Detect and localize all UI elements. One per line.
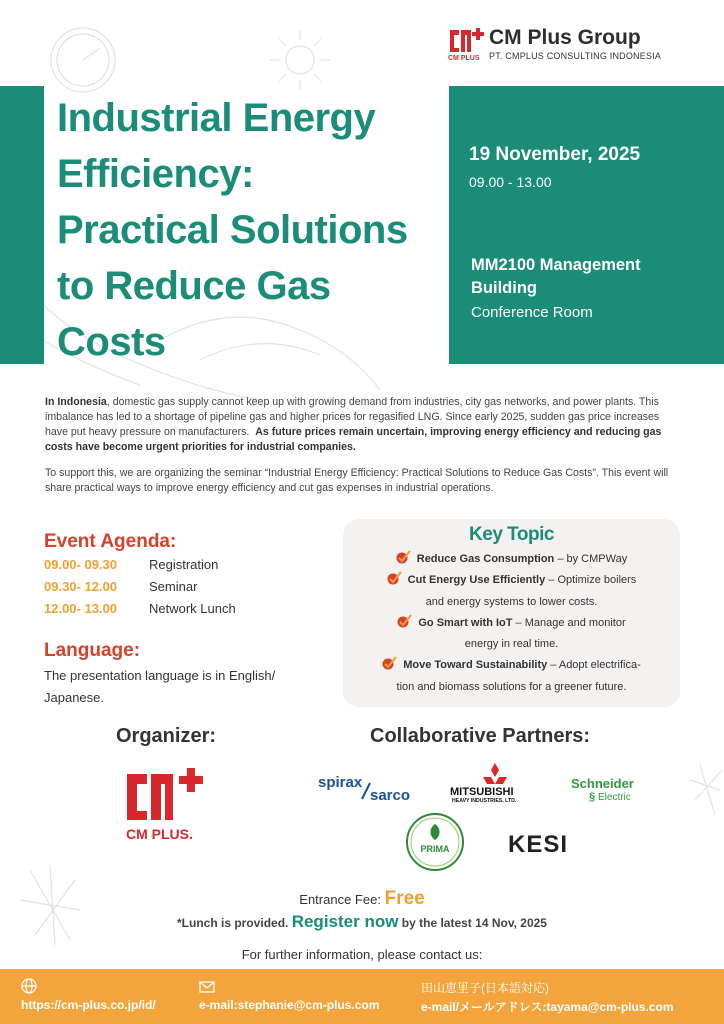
agenda-time: 09.00- 09.30 <box>44 557 118 572</box>
key-topic-item <box>343 613 680 634</box>
key-topic-heading: Go Smart with IoT <box>418 616 513 629</box>
cm-plus-logo-mark <box>447 26 487 62</box>
prima-logo <box>405 812 465 872</box>
agenda-item <box>44 557 304 579</box>
key-topic-list <box>343 549 680 698</box>
lunch-register-line <box>0 912 724 932</box>
key-topic-text: tion and biomass solutions for a greener future. <box>396 680 627 693</box>
sarco-text: sarco <box>370 787 411 803</box>
email-link-stephanie[interactable]: e-mail:stephanie@cm-plus.com <box>199 998 380 1012</box>
intro-emphasis: As future prices remain uncertain, improving energy efficiency and reducing gas costs have become urgent priorities for industrial companies. <box>45 426 662 453</box>
prima-text: PRIMA <box>420 844 450 854</box>
intro-body: , domestic gas supply cannot keep up with growing demand from industries, city gas networks, and power plants. This imbalance has led to a shortage of pipeline gas and higher prices for regasified LNG. Since early 2025, sudden gas price increases have put heavy pressure on manufacturers. <box>45 396 660 438</box>
title-line: Costs <box>57 320 166 364</box>
spirax-text: spirax <box>318 774 363 791</box>
agenda-title: Event Agenda: <box>44 531 177 552</box>
entrance-fee <box>0 888 724 910</box>
title-line: Industrial Energy <box>57 96 376 140</box>
contact-name-japanese: 田山恵里子(日本語対応) <box>421 981 549 995</box>
organizer-logo-text: CM PLUS. <box>126 826 193 842</box>
intro-lead: In Indonesia <box>45 396 107 408</box>
left-accent-bar <box>0 86 44 364</box>
fee-value: Free <box>384 888 425 909</box>
svg-text:§: § <box>589 791 596 802</box>
event-date: 19 November, 2025 <box>469 144 641 165</box>
further-info-text: For further information, please contact us: <box>241 947 483 962</box>
register-deadline: by the latest 14 Nov, 2025 <box>398 916 547 930</box>
title-line: to Reduce Gas <box>57 264 331 308</box>
register-now-link[interactable]: Register now <box>291 912 399 931</box>
contact-footer <box>0 969 724 1024</box>
agenda-time: 09.30- 12.00 <box>44 579 118 594</box>
mail-icon <box>199 979 215 995</box>
event-room: Conference Room <box>471 304 593 321</box>
key-topic-text: and energy systems to lower costs. <box>425 595 598 608</box>
mitsubishi-subtext: HEAVY INDUSTRIES, LTD. <box>452 798 517 803</box>
agenda-time: 12.00- 13.00 <box>44 601 118 616</box>
check-icon <box>396 550 411 564</box>
agenda-activity: Seminar <box>149 579 198 594</box>
schneider-text: Schneider <box>571 776 634 791</box>
agenda-item <box>44 601 304 623</box>
agenda-item <box>44 579 304 601</box>
language-title: Language: <box>44 640 141 661</box>
key-topic-text: – Adopt electrifica- <box>547 659 641 672</box>
intro-paragraph <box>45 395 683 455</box>
key-topic-item <box>343 592 680 613</box>
email-link-tayama[interactable]: e-mail/メールアドレス:tayama@cm-plus.com <box>421 1000 674 1014</box>
key-topic-text: energy in real time. <box>464 638 559 651</box>
title-line: Efficiency: <box>57 152 254 196</box>
key-topic-item <box>343 570 680 591</box>
key-topic-item <box>343 549 680 570</box>
cm-plus-organizer-logo <box>125 766 215 846</box>
globe-icon <box>21 978 37 994</box>
key-topic-heading: Move Toward Sustainability <box>403 659 548 672</box>
page-title <box>57 90 449 370</box>
organizer-title: Organizer: <box>116 725 217 747</box>
event-info-panel <box>449 86 724 364</box>
key-topic-heading: Reduce Gas Consumption <box>416 553 555 565</box>
website-link[interactable]: https://cm-plus.co.jp/id/ <box>21 998 156 1012</box>
schneider-electric-logo <box>570 776 650 802</box>
check-icon <box>397 614 412 628</box>
header-logo <box>447 26 697 66</box>
agenda-list <box>44 557 304 623</box>
key-topic-item <box>343 634 680 655</box>
fee-label: Entrance Fee: <box>299 892 385 907</box>
key-topic-box <box>343 519 680 707</box>
brand-name: CM Plus Group <box>489 26 641 49</box>
logo-mark-text: CM PLUS <box>448 55 480 62</box>
brand-subtitle: PT. CMPLUS CONSULTING INDONESIA <box>489 51 662 61</box>
key-topic-item <box>343 677 680 698</box>
kesi-text: KESI <box>508 831 569 856</box>
lunch-note: *Lunch is provided. <box>177 916 292 930</box>
kesi-logo <box>508 830 576 856</box>
spirax-sarco-logo <box>318 773 423 803</box>
event-venue: MM2100 Management Building <box>471 256 641 297</box>
event-time: 09.00 - 13.00 <box>469 174 552 190</box>
partners-title: Collaborative Partners: <box>370 725 591 747</box>
electric-text: Electric <box>598 792 631 802</box>
check-icon <box>387 571 402 585</box>
check-icon <box>382 656 397 670</box>
key-topic-heading: Cut Energy Use Efficiently <box>407 574 546 587</box>
agenda-activity: Registration <box>149 557 219 572</box>
title-line: Practical Solutions <box>57 208 408 252</box>
key-topic-text: – by CMPWay <box>554 553 628 565</box>
mitsubishi-logo <box>448 763 542 803</box>
mitsubishi-text: MITSUBISHI <box>450 786 514 798</box>
agenda-activity: Network Lunch <box>149 601 236 616</box>
key-topic-text: – Manage and monitor <box>512 616 626 629</box>
key-topic-title: Key Topic <box>469 524 554 545</box>
key-topic-item <box>343 655 680 676</box>
key-topic-text: – Optimize boilers <box>545 574 637 587</box>
language-text: The presentation language is in English/ Japanese. <box>44 668 276 705</box>
intro-paragraph-2: To support this, we are organizing the seminar “Industrial Energy Efficiency: Practical Solutions to Reduce Gas Costs”. This event will share practical ways to improve energy efficiency and cut gas expenses in industrial operations. <box>45 467 669 494</box>
